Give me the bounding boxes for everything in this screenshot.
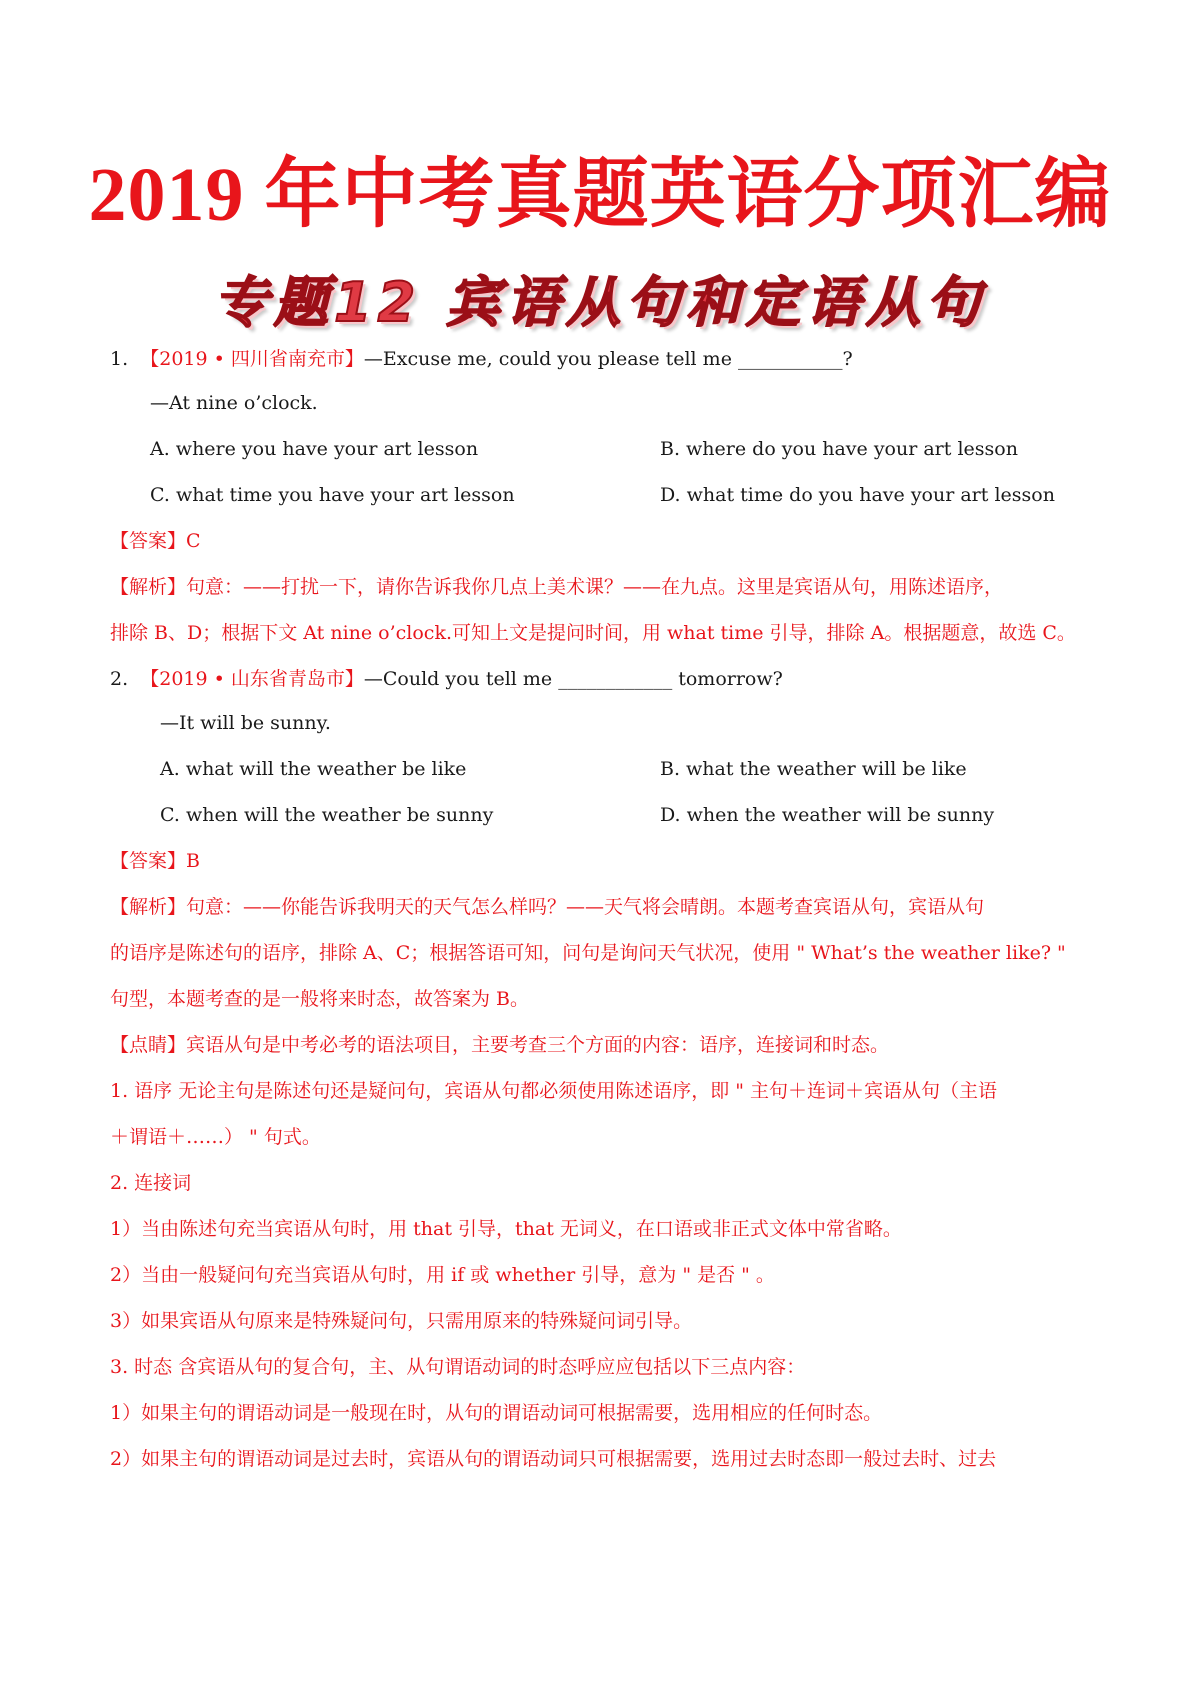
option-a: A. where you have your art lesson [150, 438, 479, 460]
note-intro: 【点睛】宾语从句是中考必考的语法项目，主要考查三个方面的内容：语序，连接词和时态。 [110, 1034, 890, 1056]
analysis-line: 的语序是陈述句的语序，排除 A、C；根据答语可知，问句是询问天气状况，使用 " What’s the weather like? " [110, 942, 1066, 964]
option-b: B. where do you have your art lesson [660, 438, 1018, 460]
note-item: 1）如果主句的谓语动词是一般现在时，从句的谓语动词可根据需要，选用相应的任何时态。 [110, 1402, 883, 1424]
question-number: 2. [110, 668, 129, 690]
note-item: 3）如果宾语从句原来是特殊疑问句，只需用原来的特殊疑问词引导。 [110, 1310, 693, 1332]
analysis-line: 句型，本题考查的是一般将来时态，故答案为 B。 [110, 988, 530, 1010]
note-item: 2）如果主句的谓语动词是过去时，宾语从句的谓语动词只可根据需要，选用过去时态即一般过去时、过去 [110, 1448, 997, 1470]
note-heading: 3. 时态 含宾语从句的复合句，主、从句谓语动词的时态呼应应包括以下三点内容： [110, 1356, 806, 1378]
analysis-line: 【解析】句意：——打扰一下，请你告诉我你几点上美术课？——在九点。这里是宾语从句，用陈述语序， [110, 576, 1004, 598]
question-source: 【2019 • 山东省青岛市】 [140, 668, 364, 690]
note-item: 2）当由一般疑问句充当宾语从句时，用 if 或 whether 引导，意为 " 是否 " 。 [110, 1264, 775, 1286]
note-item: 1）当由陈述句充当宾语从句时，用 that 引导，that 无词义，在口语或非正式文体中常省略。 [110, 1218, 902, 1240]
question-reply: —At nine o’clock. [150, 392, 318, 414]
option-c: C. when will the weather be sunny [160, 804, 494, 826]
option-a: A. what will the weather be like [160, 758, 467, 780]
question-stem: —Excuse me, could you please tell me ___________? [363, 348, 853, 370]
answer-line: 【答案】B [110, 850, 200, 872]
option-d: D. when the weather will be sunny [660, 804, 995, 826]
analysis-line: 【解析】句意：——你能告诉我明天的天气怎么样吗？——天气将会晴朗。本题考查宾语从句，宾语从句 [110, 896, 985, 918]
note-paragraph: ＋谓语＋……） " 句式。 [110, 1126, 321, 1148]
option-d: D. what time do you have your art lesson [660, 484, 1055, 506]
note-paragraph: 1. 语序 无论主句是陈述句还是疑问句，宾语从句都必须使用陈述语序，即 " 主句＋连词＋宾语从句（主语 [110, 1080, 998, 1102]
question-number: 1. [110, 348, 129, 370]
page-title: 2019 年中考真题英语分项汇编 [88, 153, 1112, 237]
question-stem: —Could you tell me ____________ tomorrow? [363, 668, 783, 690]
page-subtitle: 专题12 宾语从句和定语从句 [214, 271, 986, 334]
question-reply: —It will be sunny. [160, 712, 331, 734]
note-heading: 2. 连接词 [110, 1172, 192, 1194]
question-1-stem-line [110, 346, 853, 372]
question-source: 【2019 • 四川省南充市】 [140, 348, 364, 370]
analysis-line: 排除 B、D；根据下文 At nine o’clock.可知上文是提问时间，用 what time 引导，排除 A。根据题意，故选 C。 [110, 622, 1076, 644]
answer-line: 【答案】C [110, 530, 201, 552]
option-b: B. what the weather will be like [660, 758, 967, 780]
option-c: C. what time you have your art lesson [150, 484, 515, 506]
question-2-stem-line [110, 666, 783, 692]
